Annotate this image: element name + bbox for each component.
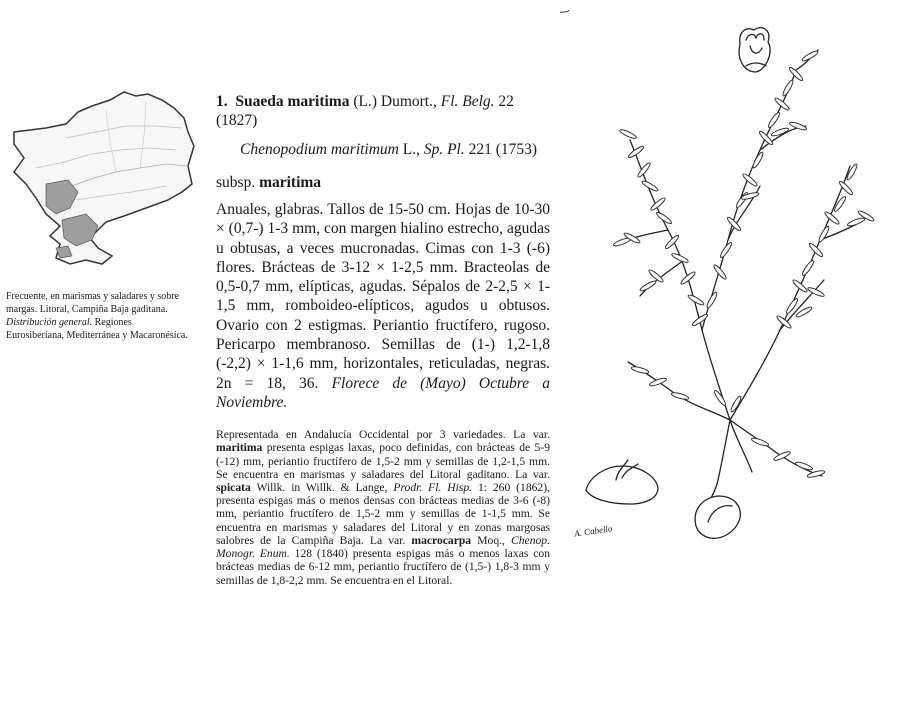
synonym-author: L., <box>398 141 424 158</box>
entry-number: 1. <box>216 93 228 110</box>
species-publication: Fl. Belg. <box>440 93 495 110</box>
subspecies-name: maritima <box>259 174 322 191</box>
publication-title: Chenop. Monogr. Enum. <box>216 533 550 561</box>
synonym-name: Chenopodium maritimum <box>240 141 399 158</box>
variety-name: spicata <box>216 481 251 495</box>
synonym <box>216 140 550 159</box>
plant-illustration <box>560 10 915 555</box>
species-publication-ref: 22 (1827) <box>216 93 514 129</box>
notes-text: presenta espigas laxas, poco definidas, con brácteas de 5-9 (-12) mm, periantio fructífero de 1,5-2 mm y semillas de 1,2-1,5 mm. Se encuentra en marismas y saladares del Litoral gaditano. La var. <box>216 441 550 481</box>
description-text: Anuales, glabras. Tallos de 15-50 cm. Hojas de 10-30 × (0,7-) 1-3 mm, con margen hialino estrecho, agudas u obtusas, a veces mucronadas. Cimas con 1-3 (-6) flores. Brácteas de 3-12 × 1-2,5 mm. Bracteolas de 0,5-0,7 mm, elípticas, agudas. Sépalos de 2-2,5 × 1-1,5 mm, romboideo-elípticos, agudos u obtusos. Ovario con 2 estigmas. Periantio fructífero, rugoso. Pericarpo membranoso. Semillas de (1-) 1,2-1,8 (-2,2) × 1-1,6 mm, horizontales, reticuladas, negras. 2n = 18, 36. <box>216 201 550 392</box>
notes-text: Moq., <box>471 533 512 547</box>
synonym-publication: Sp. Pl. <box>423 141 465 158</box>
illustrator-signature: A. Cabello <box>573 523 614 539</box>
species-heading <box>216 92 550 130</box>
variety-name: macrocarpa <box>411 533 472 547</box>
map-caption-habitat: Frecuente, en marismas y saladares y sobre margas. Litoral, Campiña Baja gaditana. <box>6 291 179 315</box>
species-entry <box>216 92 550 587</box>
variety-name: maritima <box>216 441 263 455</box>
map-caption <box>6 290 192 342</box>
subspecies-heading <box>216 173 550 192</box>
species-name: Suaeda maritima <box>235 93 350 110</box>
species-description <box>216 200 550 412</box>
notes-text: Willk. in Willk. & Lange, <box>250 481 394 495</box>
notes-text: Representada en Andalucía Occidental por 3 variedades. La var. <box>216 428 550 442</box>
map-caption-distribution-text: Regiones Eurosiberiana, Mediterránea y Macaronésica. <box>6 317 188 341</box>
subspecies-label: subsp. <box>216 174 260 191</box>
flowering-period: Florece de (Mayo) Octubre a Noviembre. <box>216 374 550 411</box>
distribution-map <box>6 88 196 280</box>
map-caption-distribution-label: Distribución general. <box>6 317 93 328</box>
notes-text: 128 (1840) presenta espigas más o menos laxas con brácteas medias de 6-12 mm, periantio fructífero de (1,5-) 1,8-3 mm y semillas de 1,8-2,2 mm. Se encuentra en el Litoral. <box>216 547 550 587</box>
species-author: (L.) Dumort., <box>349 93 441 110</box>
notes-text: 1: 260 (1862), presenta espigas más o menos densas con brácteas medias de 3-6 (-8) mm, periantio fructífero de 1,5-2 mm y semillas de 1-1,5 mm. Se encuentra en marismas y saladares del Litoral y en zonas margosas salobres de la Campiña Baja. La var. <box>216 481 550 547</box>
synonym-publication-ref: 221 (1753) <box>464 141 538 158</box>
varieties-notes <box>216 428 550 586</box>
publication-title: Prodr. Fl. Hisp. <box>393 481 473 495</box>
